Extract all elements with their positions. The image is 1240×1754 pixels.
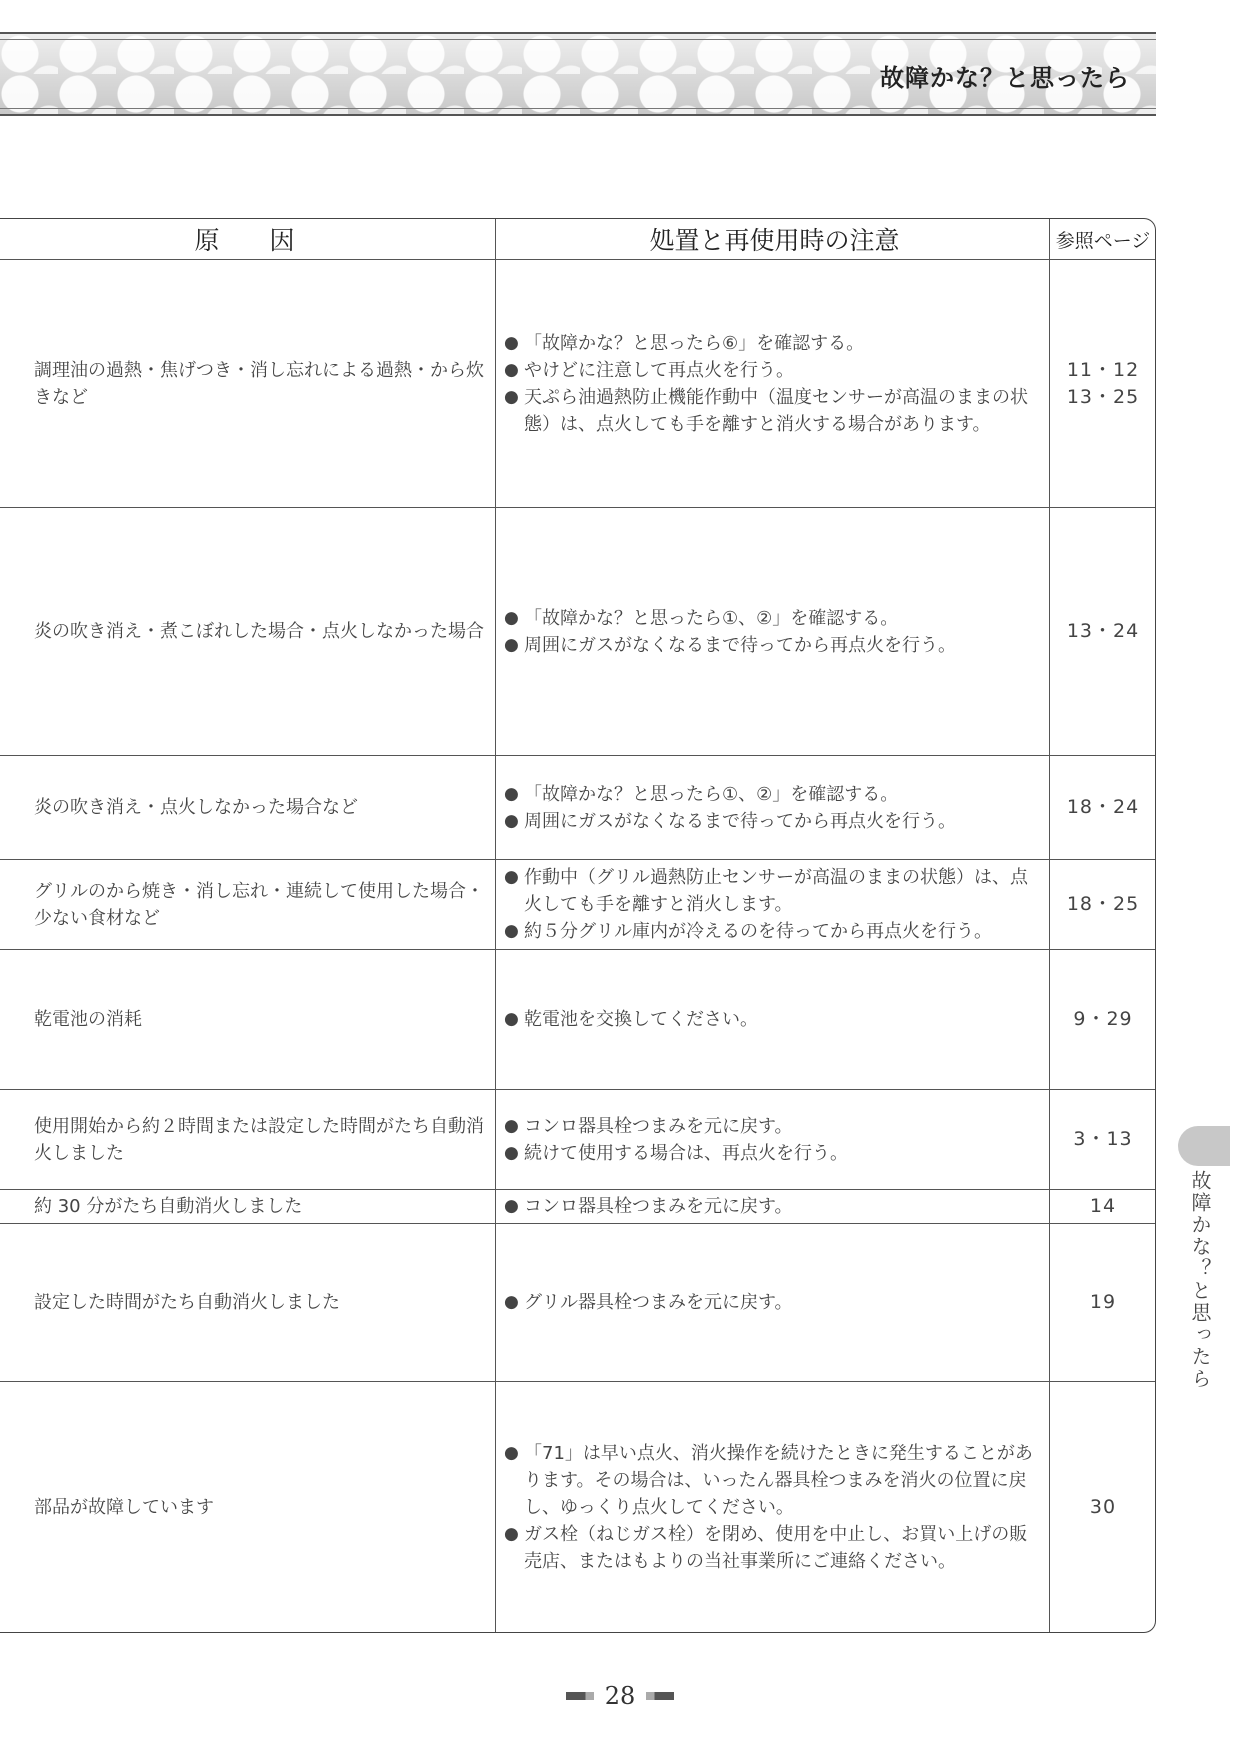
reference-page: 13・24 <box>1066 620 1140 642</box>
table-row <box>0 755 1155 859</box>
action-item: ● 天ぷら油過熱防止機能作動中（温度センサーが高温のままの状態）は、点火しても手を離すと消火する場合があります。 <box>504 384 1045 438</box>
action-list <box>504 1289 793 1316</box>
page-title: 故障かな？と思ったら <box>880 64 1130 92</box>
table-row <box>0 859 1155 949</box>
cause-text: グリルのから焼き・消し忘れ・連続して使用した場合・少ない食材など <box>34 880 484 929</box>
table-row <box>0 507 1155 755</box>
page-footer <box>0 1682 1240 1710</box>
action-item: ● やけどに注意して再点火を行う。 <box>504 357 1045 384</box>
action-item: ● 周囲にガスがなくなるまで待ってから再点火を行う。 <box>504 808 956 835</box>
reference-page: 18・24 <box>1066 796 1140 818</box>
table-row <box>0 949 1155 1089</box>
cause-text: 設定した時間がたち自動消火しました <box>34 1292 340 1313</box>
table-row <box>0 259 1155 507</box>
cause-text: 炎の吹き消え・煮こぼれした場合・点火しなかった場合 <box>34 621 484 642</box>
action-item: ● 「故障かな？と思ったら⑥」を確認する。 <box>504 330 1045 357</box>
action-list <box>504 1193 793 1220</box>
action-item: ● 「故障かな？と思ったら①、②」を確認する。 <box>504 605 956 632</box>
table-header <box>0 219 1155 259</box>
reference-page: 18・25 <box>1066 893 1140 915</box>
column-header-action: 処置と再使用時の注意 <box>496 219 1050 259</box>
cause-text: 調理油の過熱・焦げつき・消し忘れによる過熱・から炊きなど <box>34 359 484 408</box>
reference-page: 30 <box>1089 1496 1117 1518</box>
column-header-cause: 原因 <box>0 219 496 259</box>
action-list <box>504 864 1045 945</box>
footer-bar-right <box>646 1692 674 1700</box>
action-list <box>504 605 956 659</box>
table-row <box>0 1089 1155 1189</box>
page-ref: 13・25 <box>1066 385 1140 408</box>
reference-page: 19 <box>1089 1291 1117 1313</box>
action-item: ● 乾電池を交換してください。 <box>504 1006 758 1033</box>
action-list <box>504 1113 848 1167</box>
cause-text: 炎の吹き消え・点火しなかった場合など <box>34 797 358 818</box>
page-number: 28 <box>604 1682 636 1710</box>
action-list <box>504 781 956 835</box>
cause-text: 約 30 分がたち自動消火しました <box>34 1196 303 1217</box>
action-item: ● グリル器具栓つまみを元に戻す。 <box>504 1289 793 1316</box>
side-tab-marker <box>1178 1126 1230 1166</box>
action-item: ● コンロ器具栓つまみを元に戻す。 <box>504 1113 848 1140</box>
table-row <box>0 1189 1155 1223</box>
cause-text: 乾電池の消耗 <box>34 1009 142 1030</box>
header-banner <box>0 32 1156 116</box>
page-ref: 11・12 <box>1066 358 1140 381</box>
action-list <box>504 1006 758 1033</box>
troubleshooting-table <box>0 218 1156 1633</box>
footer-bar-left <box>566 1692 594 1700</box>
reference-page <box>1067 357 1139 411</box>
action-item: ● 「故障かな？と思ったら①、②」を確認する。 <box>504 781 956 808</box>
cause-text: 使用開始から約２時間または設定した時間がたち自動消火しました <box>34 1115 484 1164</box>
action-item: ● コンロ器具栓つまみを元に戻す。 <box>504 1193 793 1220</box>
cause-text: 部品が故障しています <box>34 1497 214 1518</box>
reference-page: 9・29 <box>1073 1008 1133 1030</box>
action-item: ● ガス栓（ねじガス栓）を閉め、使用を中止し、お買い上げの販売店、またはもよりの当社事業所にご連絡ください。 <box>504 1521 1045 1575</box>
reference-page: 3・13 <box>1073 1128 1133 1150</box>
action-list <box>504 330 1045 438</box>
action-list <box>504 1440 1045 1575</box>
reference-page: 14 <box>1089 1195 1117 1217</box>
action-item: ● 作動中（グリル過熱防止センサーが高温のままの状態）は、点火しても手を離すと消火します。 <box>504 864 1045 918</box>
table-row <box>0 1381 1155 1633</box>
side-tab-label: 故障かな？と思ったら <box>1188 1170 1212 1390</box>
action-item: ● 周囲にガスがなくなるまで待ってから再点火を行う。 <box>504 632 956 659</box>
action-item: ● 続けて使用する場合は、再点火を行う。 <box>504 1140 848 1167</box>
action-item: ● 約５分グリル庫内が冷えるのを待ってから再点火を行う。 <box>504 918 1045 945</box>
table-row <box>0 1223 1155 1381</box>
action-item: ● 「71」は早い点火、消火操作を続けたときに発生することがあります。その場合は、いったん器具栓つまみを消火の位置に戻し、ゆっくり点火してください。 <box>504 1440 1045 1521</box>
column-header-page: 参照ページ <box>1055 229 1151 252</box>
